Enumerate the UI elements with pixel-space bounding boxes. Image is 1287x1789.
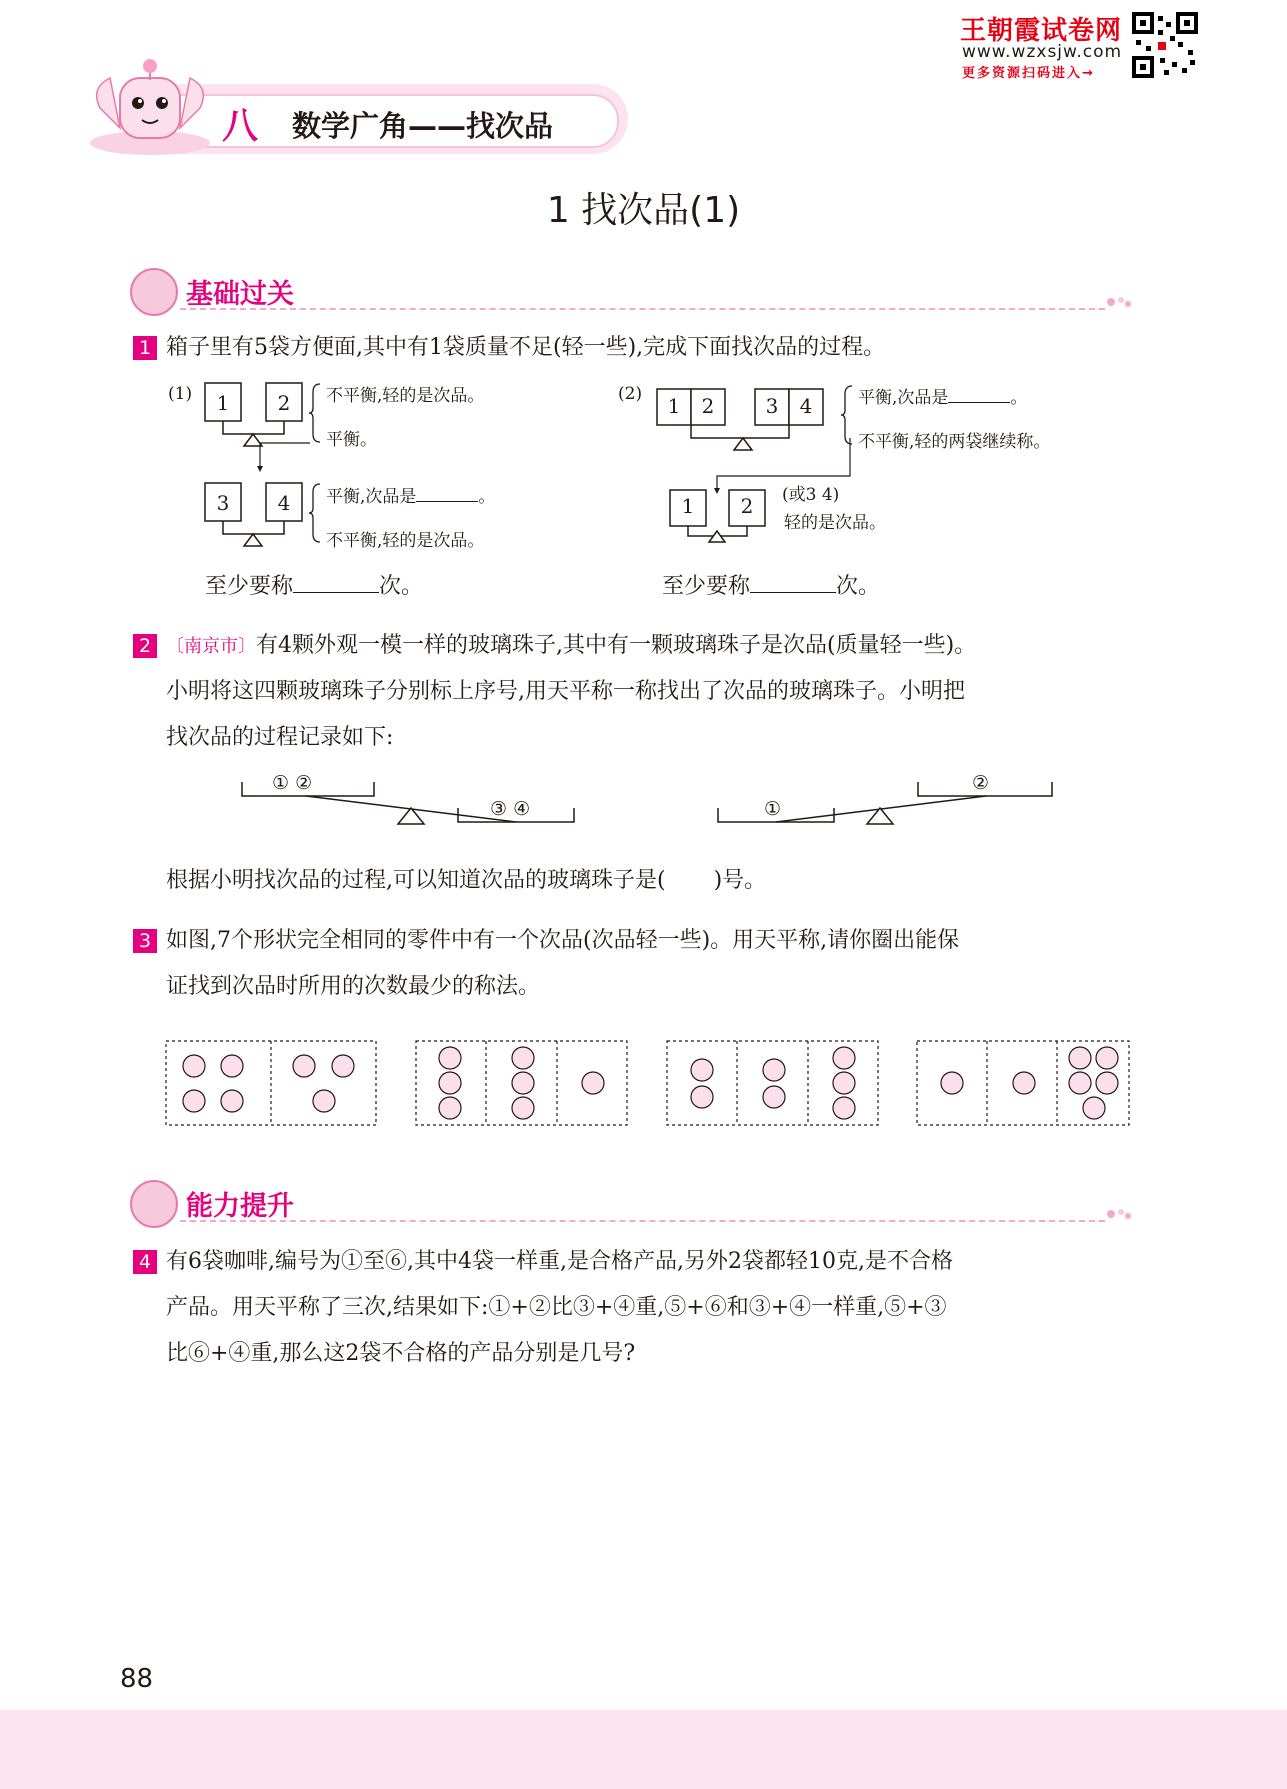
q1-part1-branch: 不平衡,轻的是次品。 [326,531,485,551]
section-basic-icon [130,268,178,316]
q1-part2-note: 轻的是次品。 [784,513,886,533]
q1-part1-branch: 不平衡,轻的是次品。 [326,386,485,406]
q2-scale-2-left: ① [764,798,782,820]
part-circle [439,1097,461,1119]
q2-answer-suffix: )号。 [713,868,767,893]
q1-part1-answer-prefix: 至少要称 [205,574,294,599]
section-basic-title: 基础过关 [186,279,294,310]
q1-part1-count-blank[interactable] [293,566,379,593]
q2-line [166,623,976,670]
page-number: 88 [120,1664,154,1694]
q1-part2-branch-text: 平衡,次品是 [858,388,949,408]
part-circle [332,1055,354,1077]
q1-part2-box: 1 [667,394,681,418]
part-circle [512,1072,534,1094]
decorative-dots-icon [1106,296,1132,308]
part-circle [691,1059,713,1081]
part-circle [941,1072,963,1094]
question-number: 3 [133,929,157,953]
q1-part2-answer-suffix: 次。 [836,574,881,599]
q1-part2-count-blank[interactable] [750,566,836,593]
part-circle [833,1097,855,1119]
part-circle [183,1090,205,1112]
part-circle [439,1072,461,1094]
part-circle [1013,1072,1035,1094]
q1-part1-branch [326,482,495,507]
part-circle [512,1047,534,1069]
q1-part1-branch-suffix: 。 [478,487,496,507]
q2-scale-2-right: ② [972,772,990,794]
q1-part2-box: 2 [701,394,715,418]
q1-part2-branch-suffix: 。 [1010,388,1028,408]
q1-part1-brace-1 [308,382,322,444]
part-circle [833,1047,855,1069]
q1-part1-branch-text: 平衡,次品是 [326,487,417,507]
part-circle [582,1072,604,1094]
qr-code-icon[interactable] [1132,12,1198,78]
q2-answer-prefix: 根据小明找次品的过程,可以知道次品的玻璃珠子是( [166,868,666,893]
brand-name: 王朝霞试卷网 [960,16,1123,46]
section-advanced-title: 能力提升 [186,1191,294,1222]
part-circle [1096,1047,1118,1069]
q4-line: 产品。用天平称了三次,结果如下:①+②比③+④重,⑤+⑥和③+④一样重,⑤+③ [166,1295,947,1320]
q1-part2-brace [840,384,854,446]
part-circle [1083,1097,1105,1119]
q3-options [160,1035,1135,1127]
q1-part1-box: 2 [277,391,291,415]
part-circle [1069,1047,1091,1069]
part-circle [833,1072,855,1094]
q4-line: 比⑥+④重,那么这2袋不合格的产品分别是几号? [166,1341,636,1366]
q3-option-a[interactable] [166,1041,376,1125]
q1-part2-box: 1 [681,494,695,518]
q1-part2-answer-blank[interactable] [948,402,1010,403]
q1-part2-branch [858,383,1027,408]
decorative-dots-icon [1106,1208,1132,1220]
q3-line: 证找到次品时所用的次数最少的称法。 [166,974,541,999]
part-circle [691,1086,713,1108]
part-circle [313,1090,335,1112]
q1-part1-brace-2 [308,482,322,544]
section-basic-divider [180,308,1105,310]
mascot-icon [80,48,220,158]
q1-part2-branch: 不平衡,轻的两袋继续称。 [858,432,1051,452]
part-circle [293,1055,315,1077]
q1-part1-box: 1 [216,391,230,415]
q3-option-d[interactable] [917,1041,1129,1125]
part-circle [439,1047,461,1069]
q2-line: 找次品的过程记录如下: [166,725,394,750]
q2-scale-1-left: ① ② [272,772,313,794]
q1-part1-answer [205,564,423,610]
q1-part2-note: (或3 4) [782,485,840,505]
q2-line: 小明将这四颗玻璃珠子分别标上序号,用天平称一称找出了次品的玻璃珠子。小明把 [166,679,965,704]
part-circle [763,1086,785,1108]
footer-band [0,1710,1287,1789]
question-number: 2 [133,634,157,658]
brand-url[interactable]: www.wzxsjw.com [962,42,1123,62]
q1-part2-box: 4 [799,394,813,418]
q1-part1-label: (1) [168,384,193,404]
section-advanced-icon [130,1180,178,1228]
q3-option-c[interactable] [667,1041,878,1125]
q1-part1-answer-suffix: 次。 [379,574,424,599]
q1-part2-box: 3 [765,394,779,418]
q3-option-b[interactable] [416,1041,627,1125]
part-circle [512,1097,534,1119]
unit-number: 八 [222,106,259,147]
question-number: 4 [133,1250,157,1274]
q1-part2-label: (2) [618,384,643,404]
q1-part1-answer-blank[interactable] [416,501,478,502]
q1-part2-answer [662,564,880,610]
q1-part2-answer-prefix: 至少要称 [662,574,751,599]
part-circle [183,1055,205,1077]
part-circle [763,1059,785,1081]
q2-line1-text: 有4颗外观一模一样的玻璃珠子,其中有一颗玻璃珠子是次品(质量轻一些)。 [256,633,977,658]
part-circle [221,1055,243,1077]
q2-answer [166,858,766,904]
q1-text: 箱子里有5袋方便面,其中有1袋质量不足(轻一些),完成下面找次品的过程。 [166,335,886,360]
part-circle [221,1090,243,1112]
q1-part1-branch: 平衡。 [326,430,377,450]
q1-part2-box: 2 [740,494,754,518]
q2-source-tag: 〔南京市〕 [166,636,256,657]
question-number: 1 [133,336,157,360]
brand-scan-text: 更多资源扫码进入→ [962,66,1095,81]
section-advanced-divider [180,1220,1105,1222]
unit-title: 数学广角——找次品 [292,109,554,143]
part-circle [1096,1072,1118,1094]
part-circle [1069,1072,1091,1094]
q1-part1-box: 4 [277,491,291,515]
lesson-title: 1 找次品(1) [546,190,741,231]
q2-scale-1-right: ③ ④ [490,798,531,820]
q1-part1-box: 3 [216,491,230,515]
q3-line: 如图,7个形状完全相同的零件中有一个次品(次品轻一些)。用天平称,请你圈出能保 [166,928,960,953]
q4-line: 有6袋咖啡,编号为①至⑥,其中4袋一样重,是合格产品,另外2袋都轻10克,是不合格 [166,1249,953,1274]
